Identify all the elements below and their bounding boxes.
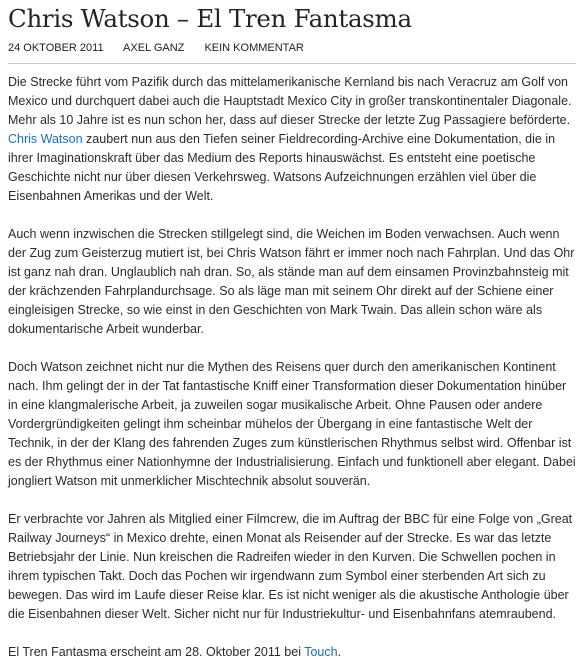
paragraph-4: Er verbrachte vor Jahren als Mitglied einer Filmcrew, die im Auftrag der BBC für eine Folge von „Great Railway Journeys“ in Mexico drehte, einen Monat als Reisender auf der Strecke. Es war das letzte Betriebsjahr der Linie. Nun kreischen die Radreifen wieder in den Kurven. Die Schwellen pochen in ihrem typischen Takt. Doch das Pochen wir irgendwann zum Symbol einer sterbenden Art sich zu bewegen. Das wird im Laufe dieser Reise klar. Es ist nicht weniger als die akustische Anthologie über die Eisenbahnen dieser Welt. Sicher nicht nur für Industriekultur- und Eisenbahnfans atemraubend.	[8, 512, 573, 621]
post-meta	[8, 41, 576, 55]
paragraph-3: Doch Watson zeichnet nicht nur die Mythen des Reisens quer durch den amerikanischen Kontinent nach. Ihm gelingt der in der Tat fantastische Kniff einer Transformation dieser Dokumentation hinüber in eine klangmalerische Arbeit, ja zuweilen sogar musikalische Arbeit. Ohne Pausen oder andere Vordergründigkeiten gelingt ihm scheinbar mühelos der Übergang in eine fantastische Welt der Technik, in der der Klang des fahrenden Zuges zum künstlerischen Rhythmus selbst wird. Offenbar ist es der Rhythmus einer Nationhymne der Industrialisierung. Einfach und funktionell aber elegant. Dabei jongliert Watson mit unmerklicher Mischtechnik absolut souverän.	[8, 360, 576, 488]
post-date: 24 OKTOBER 2011	[8, 42, 104, 54]
title-divider	[8, 63, 576, 64]
paragraph-1-text-a: Die Strecke führt vom Pazifik durch das mittelamerikanische Kernland bis nach Veracruz am Golf von Mexico und durchquert dabei auch die Hauptstadt Mexico City in großer transkontinentaler Diagonale. Mehr als 10 Jahre ist es nun schon her, dass auf dieser Strecke der letzte Zug Passagiere beförderte.	[8, 75, 572, 127]
chris-watson-link[interactable]: Chris Watson	[8, 132, 83, 146]
article	[8, 4, 576, 662]
comments-link[interactable]: KEIN KOMMENTAR	[204, 42, 304, 54]
article-title: Chris Watson – El Tren Fantasma	[8, 4, 412, 33]
paragraph-2: Auch wenn inzwischen die Strecken stillgelegt sind, die Weichen im Boden verwachsen. Auch wenn der Zug zum Geisterzug mutiert ist, bei Chris Watson fährt er immer noch nach Fahrplan. Und das Ohr ist ganz nah dran. Unglaublich nah dran. So, als stände man auf dem einsamen Provinzbahnsteig mit der krächzenden Fahrplandurchsage. So als läge man mit seinem Ohr direkt auf der Schiene einer eingleisigen Strecke, so wie einst in den Geschichten von Mark Twain. Das allein schon wäre als dokumentarische Arbeit wunderbar.	[8, 227, 575, 336]
paragraph-1	[8, 73, 576, 206]
author-link[interactable]: AXEL GANZ	[123, 42, 185, 54]
article-body	[8, 73, 576, 662]
paragraph-1-text-b: zaubert nun aus den Tiefen seiner Fieldrecording-Archive eine Dokumentation, die in ihrer Imaginationskraft über das Medium des Reports hinauswächst. Es entsteht eine poetische Geschichte nicht nur über diesen Verkehrsweg. Watsons Aufzeichnungen erzählen viel über die Eisenbahnen Amerikas und der Welt.	[8, 132, 556, 203]
touch-link[interactable]: Touch	[304, 645, 338, 659]
paragraph-5	[8, 643, 576, 662]
paragraph-5-text-a: El Tren Fantasma erscheint am 28. Oktober 2011 bei	[8, 645, 305, 659]
paragraph-5-text-b: .	[337, 645, 342, 659]
